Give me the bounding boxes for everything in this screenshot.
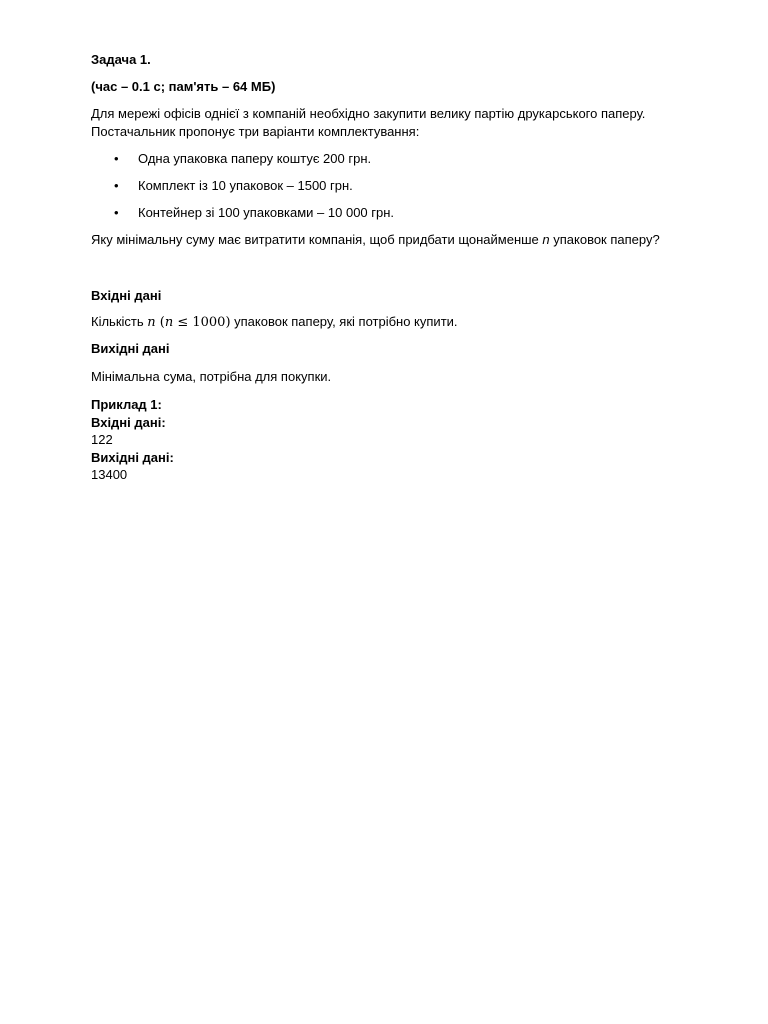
example-output-value: 13400 xyxy=(91,467,128,482)
document-page xyxy=(91,51,691,484)
input-heading: Вхідні дані xyxy=(91,288,162,303)
math-variable-2: n xyxy=(164,315,174,330)
math-variable: n xyxy=(147,315,156,330)
list-item xyxy=(91,204,691,222)
example-heading: Приклад 1: xyxy=(91,397,162,412)
task-limits: (час – 0.1 с; пам'ять – 64 МБ) xyxy=(91,79,276,94)
question-text-start: Яку мінімальну суму має витратити компанія, щоб придбати щонайменше xyxy=(91,232,543,247)
input-math-formula xyxy=(147,315,230,330)
task-intro: Для мережі офісів однієї з компаній необхідно закупити велику партію друкарського паперу. Постачальник пропонує три варіанти комплектування: xyxy=(91,106,646,139)
math-open-paren: ( xyxy=(155,315,165,330)
option-text: Комплект із 10 упаковок – 1500 грн. xyxy=(138,178,353,193)
options-list xyxy=(91,150,691,222)
input-desc-start: Кількість xyxy=(91,314,148,329)
output-heading: Вихідні дані xyxy=(91,341,170,356)
bullet-icon: • xyxy=(114,205,119,220)
example-input-value: 122 xyxy=(91,432,113,447)
example-output-label: Вихідні дані: xyxy=(91,449,174,465)
task-title: Задача 1. xyxy=(91,52,151,67)
option-text: Контейнер зі 100 упаковками – 10 000 грн. xyxy=(138,205,395,220)
bullet-icon: • xyxy=(114,178,119,193)
math-constraint: ≤ 1000) xyxy=(173,315,231,330)
example-input-label: Вхідні дані: xyxy=(91,414,166,430)
list-item xyxy=(91,150,691,168)
question-text-end: упаковок паперу? xyxy=(549,232,660,247)
task-question xyxy=(91,231,691,249)
option-text: Одна упаковка паперу коштує 200 грн. xyxy=(138,151,372,166)
list-item xyxy=(91,177,691,195)
output-description: Мінімальна сума, потрібна для покупки. xyxy=(91,369,332,384)
input-description xyxy=(91,313,691,332)
question-variable: n xyxy=(542,232,550,247)
bullet-icon: • xyxy=(114,151,119,166)
input-desc-end: упаковок паперу, які потрібно купити. xyxy=(230,314,458,329)
